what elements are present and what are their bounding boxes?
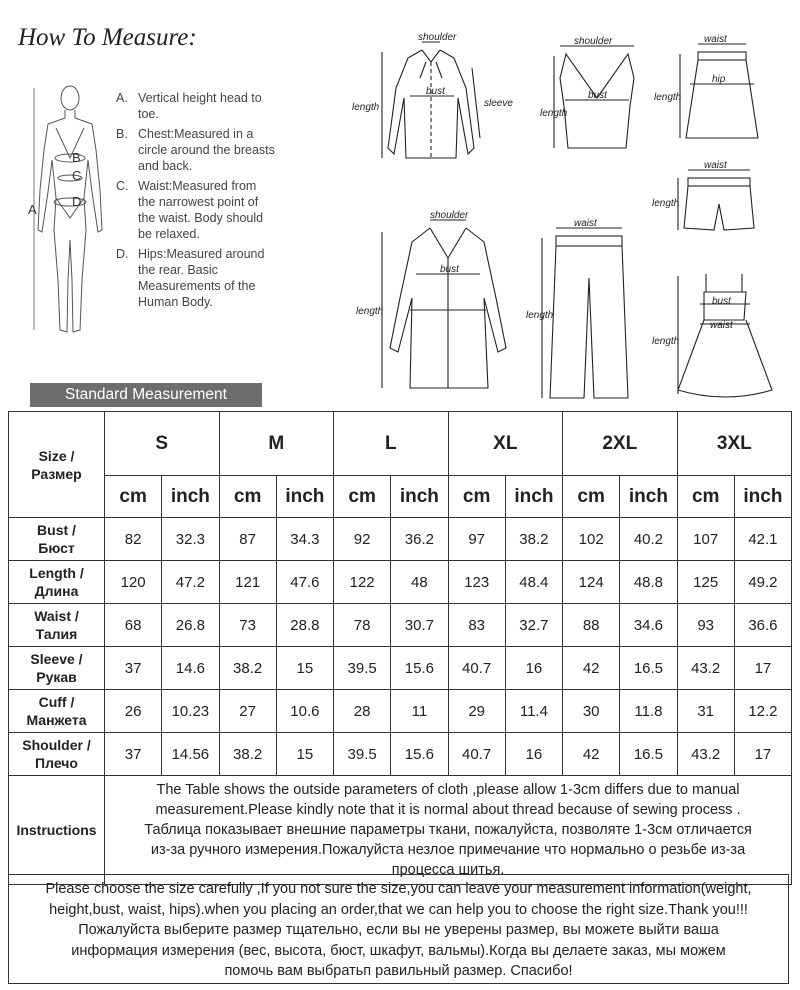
- table-row-cuff: [9, 690, 792, 733]
- cell-inch: 42.1: [734, 518, 791, 561]
- cell-inch: 38.2: [505, 518, 562, 561]
- cell-cm: 102: [563, 518, 620, 561]
- cell-cm: 73: [219, 604, 276, 647]
- cell-cm: 39.5: [334, 647, 391, 690]
- cell-cm: 120: [105, 561, 162, 604]
- cell-cm: 26: [105, 690, 162, 733]
- cell-cm: 27: [219, 690, 276, 733]
- cell-cm: 38.2: [219, 733, 276, 776]
- cell-cm: 31: [677, 690, 734, 733]
- unit-cm: cm: [448, 476, 505, 518]
- cell-inch: 49.2: [734, 561, 791, 604]
- cell-cm: 42: [563, 733, 620, 776]
- instructions-label: Instructions: [9, 776, 105, 885]
- table-row-sleeve: [9, 647, 792, 690]
- cell-inch: 10.6: [276, 690, 333, 733]
- cell-inch: 36.6: [734, 604, 791, 647]
- svg-text:shoulder: shoulder: [430, 210, 469, 221]
- cell-inch: 34.6: [620, 604, 677, 647]
- cell-cm: 93: [677, 604, 734, 647]
- cell-inch: 48: [391, 561, 448, 604]
- unit-inch: inch: [620, 476, 677, 518]
- cell-inch: 11: [391, 690, 448, 733]
- cell-cm: 43.2: [677, 647, 734, 690]
- cell-cm: 122: [334, 561, 391, 604]
- svg-text:hip: hip: [712, 74, 726, 85]
- size-header-cell: Size / Размер: [9, 412, 105, 518]
- unit-cm: cm: [334, 476, 391, 518]
- label-b: B: [72, 150, 81, 165]
- svg-text:length: length: [356, 306, 384, 317]
- cell-inch: 32.7: [505, 604, 562, 647]
- page-title: How To Measure:: [18, 24, 197, 51]
- svg-text:bust: bust: [426, 86, 445, 97]
- cell-inch: 34.3: [276, 518, 333, 561]
- cell-inch: 26.8: [162, 604, 219, 647]
- cell-cm: 82: [105, 518, 162, 561]
- cell-inch: 48.4: [505, 561, 562, 604]
- size-advice-note: Please choose the size carefully ,If you not sure the size,you can leave your measurement information(weight, height,bust, waist, hips).when you placing an order,that we can help you to choose the right size.Thank you!!! Пожалуйста выберите размер тщательно, если вы не уверены размер, вы можете выйти ваша информация измерения (вес, высота, бюст, шкафут, вальмы).Когда вы делаете заказ, мы можем помочь вам выбратьп равильный размер. Спасибо!: [8, 874, 789, 984]
- cell-inch: 28.8: [276, 604, 333, 647]
- cell-inch: 15.6: [391, 647, 448, 690]
- cell-cm: 87: [219, 518, 276, 561]
- unit-row: [9, 476, 792, 518]
- cell-inch: 10.23: [162, 690, 219, 733]
- svg-text:length: length: [352, 102, 380, 113]
- svg-text:length: length: [526, 310, 554, 321]
- unit-inch: inch: [734, 476, 791, 518]
- skirt-diagram: [654, 34, 758, 138]
- row-label: Shoulder / Плечо: [9, 733, 105, 776]
- cell-inch: 47.2: [162, 561, 219, 604]
- svg-text:sleeve: sleeve: [484, 98, 513, 109]
- row-label: Sleeve / Рукав: [9, 647, 105, 690]
- size-l: L: [334, 412, 449, 476]
- cell-inch: 30.7: [391, 604, 448, 647]
- cell-cm: 43.2: [677, 733, 734, 776]
- cell-cm: 30: [563, 690, 620, 733]
- cell-cm: 37: [105, 733, 162, 776]
- garment-diagrams: [352, 28, 780, 408]
- label-a: A: [28, 202, 37, 217]
- cell-cm: 29: [448, 690, 505, 733]
- cell-inch: 14.6: [162, 647, 219, 690]
- cell-inch: 32.3: [162, 518, 219, 561]
- cell-inch: 16.5: [620, 647, 677, 690]
- unit-inch: inch: [505, 476, 562, 518]
- cell-cm: 68: [105, 604, 162, 647]
- svg-text:bust: bust: [712, 296, 731, 307]
- cell-cm: 107: [677, 518, 734, 561]
- body-figure-illustration: [30, 80, 110, 350]
- cell-inch: 15: [276, 733, 333, 776]
- cell-inch: 15: [276, 647, 333, 690]
- blouse-diagram: [352, 32, 513, 158]
- svg-text:length: length: [652, 336, 680, 347]
- legend-item-chest: B. Chest:Measured in a circle around the breasts and back.: [116, 127, 275, 173]
- cell-cm: 92: [334, 518, 391, 561]
- svg-text:length: length: [654, 92, 682, 103]
- standard-measurement-badge: Standard Measurement: [30, 383, 262, 407]
- size-header-row: [9, 412, 792, 476]
- unit-inch: inch: [391, 476, 448, 518]
- svg-text:waist: waist: [710, 320, 733, 331]
- cell-inch: 48.8: [620, 561, 677, 604]
- cell-inch: 11.4: [505, 690, 562, 733]
- size-s: S: [105, 412, 220, 476]
- cell-inch: 17: [734, 647, 791, 690]
- size-2xl: 2XL: [563, 412, 678, 476]
- cell-cm: 78: [334, 604, 391, 647]
- shorts-diagram: [652, 160, 754, 230]
- cell-cm: 37: [105, 647, 162, 690]
- cell-cm: 123: [448, 561, 505, 604]
- cell-inch: 12.2: [734, 690, 791, 733]
- unit-inch: inch: [162, 476, 219, 518]
- svg-text:shoulder: shoulder: [574, 36, 613, 47]
- cell-inch: 36.2: [391, 518, 448, 561]
- cell-inch: 47.6: [276, 561, 333, 604]
- label-d: D: [72, 194, 82, 209]
- table-row-bust: [9, 518, 792, 561]
- label-c: C: [72, 168, 82, 183]
- table-row-length: [9, 561, 792, 604]
- cell-cm: 88: [563, 604, 620, 647]
- svg-text:length: length: [652, 198, 680, 209]
- svg-text:bust: bust: [588, 90, 607, 101]
- measurement-legend: [116, 90, 276, 314]
- dress-diagram: [652, 274, 772, 397]
- unit-cm: cm: [563, 476, 620, 518]
- size-m: M: [219, 412, 334, 476]
- instructions-text: The Table shows the outside parameters of cloth ,please allow 1-3cm differs due to manual measurement.Please kindly note that it is normal about thread because of sewing process . Таблица показывает внешние параметры ткани, пожалуйста, позволяте 1-3см отличается из-за ручного измерения.Пожалуйста незлое примечание что нормально о резьбе из-за процесса шитья.: [105, 776, 792, 885]
- cell-cm: 40.7: [448, 733, 505, 776]
- cell-inch: 16: [505, 647, 562, 690]
- cell-cm: 121: [219, 561, 276, 604]
- svg-text:bust: bust: [440, 264, 459, 275]
- legend-item-waist: C. Waist:Measured from the narrowest point of the waist. Body should be relaxed.: [116, 179, 264, 241]
- row-label: Length / Длина: [9, 561, 105, 604]
- cell-cm: 40.7: [448, 647, 505, 690]
- table-row-shoulder: [9, 733, 792, 776]
- cell-inch: 17: [734, 733, 791, 776]
- svg-text:waist: waist: [704, 34, 727, 45]
- legend-item-hips: D. Hips:Measured around the rear. Basic Measurements of the Human Body.: [116, 247, 265, 309]
- svg-text:shoulder: shoulder: [418, 32, 457, 43]
- cell-cm: 97: [448, 518, 505, 561]
- row-label: Bust / Бюст: [9, 518, 105, 561]
- cell-inch: 40.2: [620, 518, 677, 561]
- size-table: [8, 411, 792, 885]
- legend-item-height: A. Vertical height head to toe.: [116, 91, 262, 121]
- row-label: Cuff / Манжета: [9, 690, 105, 733]
- instructions-row: [9, 776, 792, 885]
- vest-diagram: [540, 36, 634, 148]
- unit-cm: cm: [677, 476, 734, 518]
- cell-cm: 38.2: [219, 647, 276, 690]
- cell-inch: 15.6: [391, 733, 448, 776]
- cell-inch: 16.5: [620, 733, 677, 776]
- unit-inch: inch: [276, 476, 333, 518]
- cell-cm: 39.5: [334, 733, 391, 776]
- cell-inch: 11.8: [620, 690, 677, 733]
- unit-cm: cm: [219, 476, 276, 518]
- unit-cm: cm: [105, 476, 162, 518]
- cell-cm: 125: [677, 561, 734, 604]
- row-label: Waist / Талия: [9, 604, 105, 647]
- cell-cm: 28: [334, 690, 391, 733]
- coat-diagram: [356, 210, 506, 388]
- size-3xl: 3XL: [677, 412, 792, 476]
- cell-inch: 14.56: [162, 733, 219, 776]
- pants-diagram: [526, 218, 628, 398]
- cell-cm: 124: [563, 561, 620, 604]
- measurement-rows: [9, 518, 792, 776]
- svg-text:length: length: [540, 108, 568, 119]
- size-xl: XL: [448, 412, 563, 476]
- cell-cm: 83: [448, 604, 505, 647]
- table-row-waist: [9, 604, 792, 647]
- cell-inch: 16: [505, 733, 562, 776]
- svg-text:waist: waist: [574, 218, 597, 229]
- cell-cm: 42: [563, 647, 620, 690]
- svg-text:waist: waist: [704, 160, 727, 171]
